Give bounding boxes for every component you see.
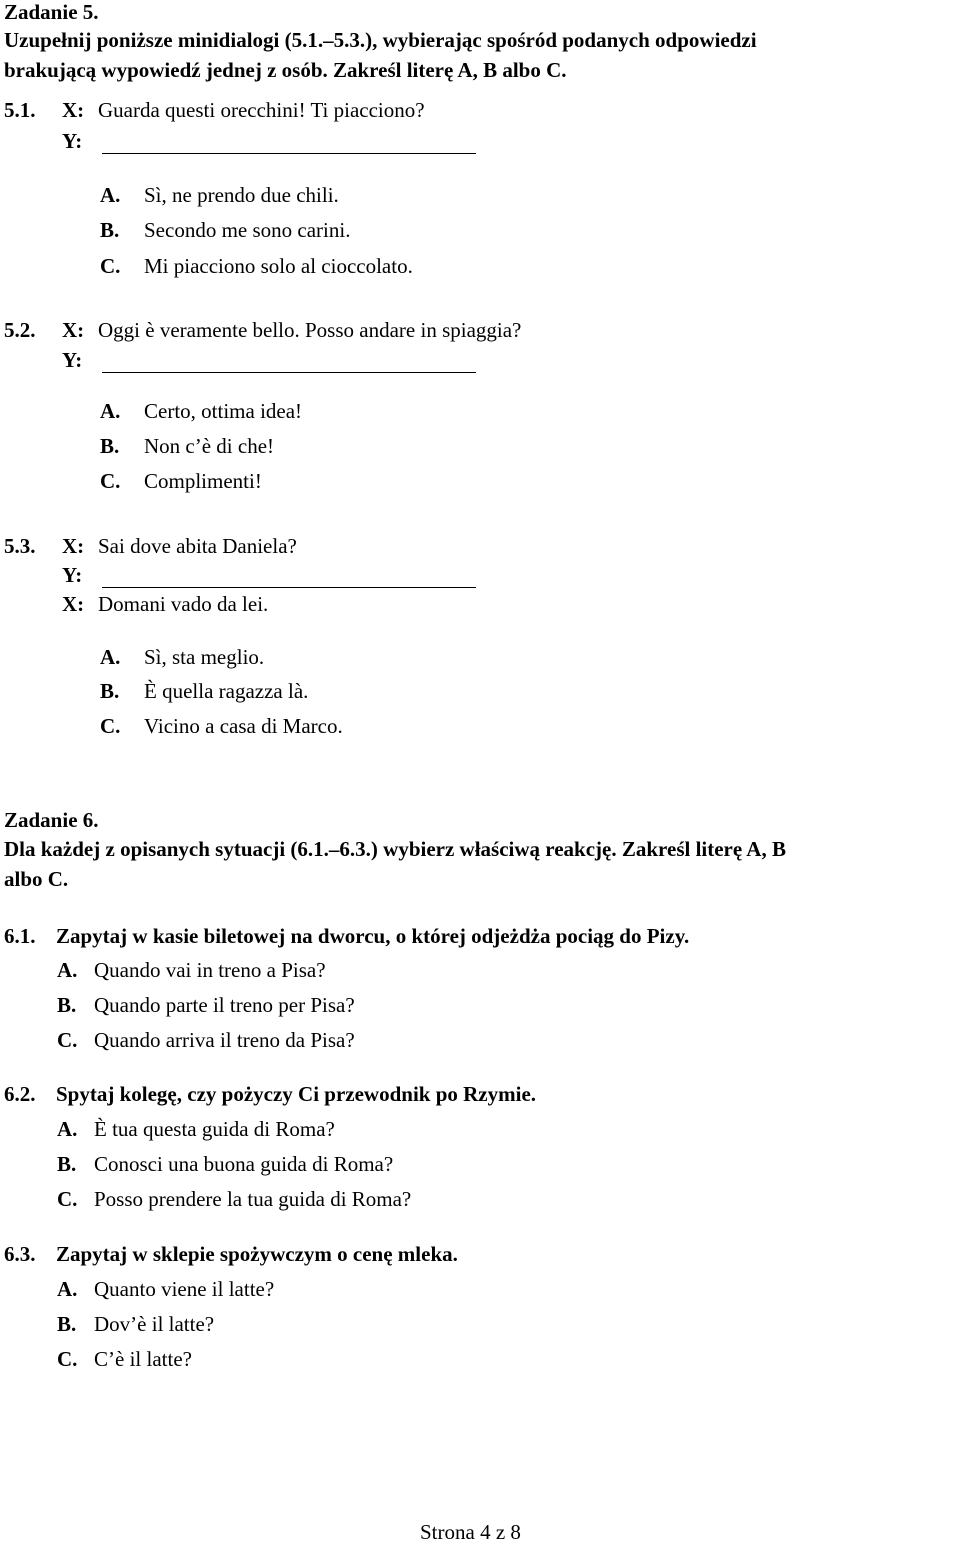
option-text: È tua questa guida di Roma? [94,1117,335,1141]
option-letter: A. [100,183,121,207]
item-number: 6.1. [4,924,36,948]
item-prompt: Zapytaj w sklepie spożywczym o cenę mleka. [56,1242,458,1266]
option-letter: B. [57,993,77,1017]
option-letter: C. [100,714,121,738]
option-letter: A. [100,645,121,669]
option-text: C’è il latte? [94,1347,192,1371]
option-letter: C. [100,254,121,278]
task6-instructions-line2: albo C. [4,867,69,891]
dialog-number: 5.3. [4,534,36,558]
speaker-label: X: [62,318,85,342]
option-text: Quando parte il treno per Pisa? [94,993,355,1017]
speaker-label: X: [62,592,85,616]
option-letter: B. [57,1312,77,1336]
option-letter: C. [100,469,121,493]
option-letter: B. [100,218,120,242]
item-prompt: Spytaj kolegę, czy pożyczy Ci przewodnik po Rzymie. [56,1082,537,1106]
dialog-line: Guarda questi orecchini! Ti piacciono? [98,98,425,122]
dialog-line: Oggi è veramente bello. Posso andare in spiaggia? [98,318,522,342]
dialog-number: 5.1. [4,98,36,122]
answer-blank [102,372,476,373]
option-text: Secondo me sono carini. [144,218,351,242]
option-text: Quanto viene il latte? [94,1277,275,1301]
option-text: Sì, ne prendo due chili. [144,183,339,207]
option-letter: B. [57,1152,77,1176]
option-text: Vicino a casa di Marco. [144,714,343,738]
dialog-line: Sai dove abita Daniela? [98,534,297,558]
option-text: Complimenti! [144,469,262,493]
option-letter: B. [100,434,120,458]
option-letter: B. [100,679,120,703]
task6-title: Zadanie 6. [4,808,99,832]
option-text: Conosci una buona guida di Roma? [94,1152,394,1176]
option-letter: C. [57,1028,78,1052]
option-text: Certo, ottima idea! [144,399,303,423]
page-number: Strona 4 z 8 [420,1520,521,1544]
speaker-label: Y: [62,129,83,153]
option-letter: A. [57,1117,78,1141]
dialog-line: Domani vado da lei. [98,592,269,616]
task5-title: Zadanie 5. [4,0,99,24]
option-text: Sì, sta meglio. [144,645,265,669]
item-prompt: Zapytaj w kasie biletowej na dworcu, o której odjeżdża pociąg do Pizy. [56,924,690,948]
option-letter: C. [57,1187,78,1211]
speaker-label: Y: [62,563,83,587]
answer-blank [102,153,476,154]
task6-instructions-line1: Dla każdej z opisanych sytuacji (6.1.–6.3.) wybierz właściwą reakcję. Zakreśl literę A, B [4,837,786,861]
option-letter: A. [57,1277,78,1301]
option-text: Posso prendere la tua guida di Roma? [94,1187,412,1211]
option-text: Dov’è il latte? [94,1312,215,1336]
answer-blank [102,587,476,588]
option-letter: C. [57,1347,78,1371]
speaker-label: X: [62,534,85,558]
option-text: Mi piacciono solo al cioccolato. [144,254,413,278]
option-text: È quella ragazza là. [144,679,309,703]
option-text: Quando vai in treno a Pisa? [94,958,326,982]
speaker-label: Y: [62,348,83,372]
dialog-number: 5.2. [4,318,36,342]
task5-instructions-line1: Uzupełnij poniższe minidialogi (5.1.–5.3.), wybierając spośród podanych odpowiedzi [4,28,757,52]
option-letter: A. [57,958,78,982]
option-text: Non c’è di che! [144,434,275,458]
speaker-label: X: [62,98,85,122]
task5-instructions-line2: brakującą wypowiedź jednej z osób. Zakreśl literę A, B albo C. [4,58,567,82]
option-text: Quando arriva il treno da Pisa? [94,1028,355,1052]
item-number: 6.3. [4,1242,36,1266]
item-number: 6.2. [4,1082,36,1106]
option-letter: A. [100,399,121,423]
